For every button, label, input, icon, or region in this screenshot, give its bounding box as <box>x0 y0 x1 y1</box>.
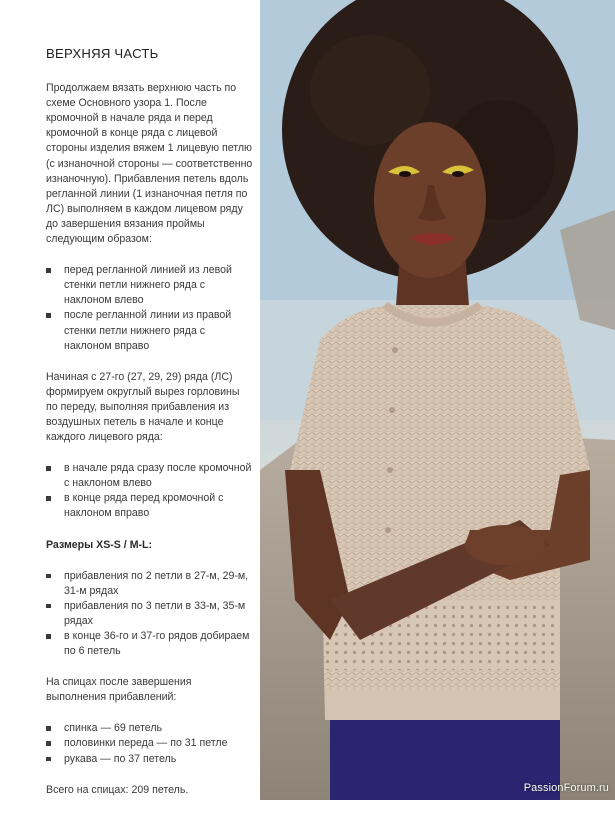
list-item: прибавления по 3 петли в 33-м, 35-м рядах <box>46 599 254 629</box>
list-item: прибавления по 2 петли в 27-м, 29-м, 31-м рядах <box>46 569 254 599</box>
neckline-paragraph: Начиная с 27-го (27, 29, 29) ряда (ЛС) формируем округлый вырез горловины по переду, выполняя прибавления из воздушных петель в начале и конце каждого лицевого ряда: <box>46 370 240 444</box>
list-item: рукава — по 37 петель <box>46 752 254 767</box>
total-stitches: Всего на спицах: 209 петель. <box>46 783 189 796</box>
model-illustration <box>260 0 615 800</box>
list-item: в конце ряда перед кромочной с наклоном вправо <box>46 491 254 521</box>
raglan-list <box>46 263 254 354</box>
watermark-text: PassionForum.ru <box>523 782 609 794</box>
sizes-heading: Размеры XS-S / M-L: <box>46 538 153 551</box>
neckline-list <box>46 461 254 521</box>
sizes-list <box>46 569 254 660</box>
model-photo <box>260 0 615 800</box>
intro-paragraph: Продолжаем вязать верхнюю часть по схеме Основного узора 1. После кромочной в начале ряда и перед кромочной в конце ряда с лицевой стороны изделия вяжем 1 лицевую петлю (с изнаночной стороны — соответственно изнаночную). Прибавления петель вдоль регланной линии (1 изнаночная петля по ЛС) выполняем в каждом лицевом ряду до завершения вязания проймы следующим образом: <box>46 82 253 246</box>
list-item: в конце 36-го и 37-го рядов добираем по 6 петель <box>46 629 254 659</box>
needles-list <box>46 721 254 766</box>
list-item: половинки переда — по 31 петле <box>46 736 254 751</box>
list-item: перед регланной линией из левой стенки петли нижнего ряда с наклоном влево <box>46 263 254 308</box>
list-item: спинка — 69 петель <box>46 721 254 736</box>
instructions-column <box>46 46 254 814</box>
list-item: в начале ряда сразу после кромочной с наклоном влево <box>46 461 254 491</box>
section-heading: ВЕРХНЯЯ ЧАСТЬ <box>46 46 159 61</box>
needles-paragraph: На спицах после завершения выполнения прибавлений: <box>46 676 192 704</box>
list-item: после регланной линии из правой стенки петли нижнего ряда с наклоном вправо <box>46 308 254 353</box>
